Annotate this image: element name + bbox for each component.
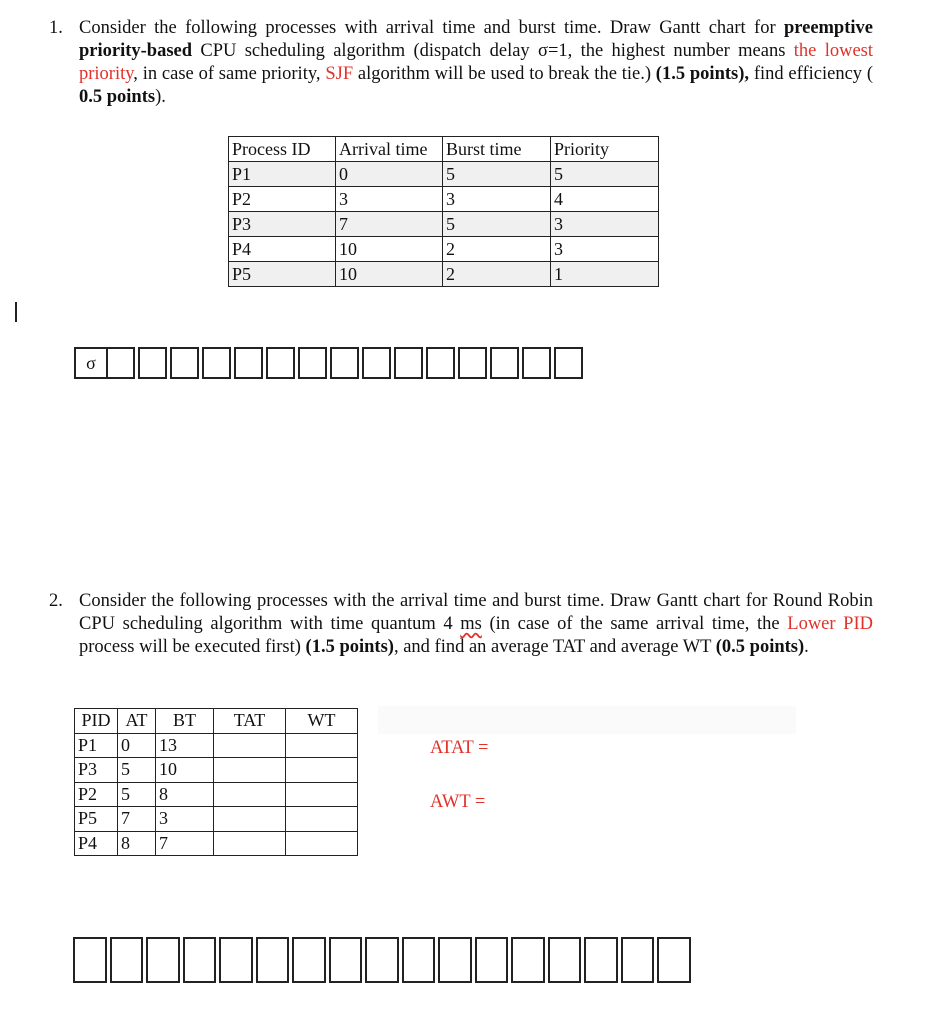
gantt-empty-cell[interactable] — [138, 347, 167, 379]
table-cell: 8 — [156, 782, 214, 807]
header-cell: AT — [118, 709, 156, 734]
table-cell: 7 — [156, 831, 214, 856]
gantt-empty-cell[interactable] — [490, 347, 519, 379]
table-cell: 5 — [118, 782, 156, 807]
header-cell: Process ID — [229, 137, 336, 162]
gantt-empty-cell[interactable] — [548, 937, 582, 983]
q1-text-part: find efficiency ( — [749, 64, 874, 84]
gantt-empty-cell[interactable] — [475, 937, 509, 983]
table-row — [229, 212, 659, 237]
table-cell: 5 — [443, 162, 551, 187]
question-2-text — [79, 590, 873, 659]
table-cell: 3 — [551, 237, 659, 262]
table-cell: P5 — [229, 262, 336, 287]
table-cell: 10 — [156, 758, 214, 783]
gantt-empty-cell[interactable] — [202, 347, 231, 379]
gantt-empty-cell[interactable] — [106, 347, 135, 379]
q2-ms-spellcheck: ms — [460, 614, 482, 634]
table-cell: 3 — [336, 187, 443, 212]
q2-bold-points: (1.5 points) — [305, 637, 394, 657]
process-table-2 — [74, 708, 358, 856]
table-row — [229, 187, 659, 212]
header-cell: PID — [75, 709, 118, 734]
gantt-empty-cell[interactable] — [458, 347, 487, 379]
q2-bold-avg-points: (0.5 points) — [715, 637, 805, 657]
gantt-empty-cell[interactable] — [438, 937, 472, 983]
table-row — [75, 807, 358, 832]
table-row — [75, 831, 358, 856]
q1-text-part: Consider the following processes with arrival time and burst time. Draw Gantt chart for — [79, 18, 784, 38]
table-cell: P1 — [229, 162, 336, 187]
gantt-empty-cell[interactable] — [170, 347, 199, 379]
table-cell: P2 — [229, 187, 336, 212]
table-cell: 5 — [551, 162, 659, 187]
table-cell: 5 — [118, 758, 156, 783]
gantt-empty-cell[interactable] — [219, 937, 253, 983]
table-row — [229, 262, 659, 287]
table-cell: P4 — [75, 831, 118, 856]
table-header-row — [229, 137, 659, 162]
gantt-empty-cell[interactable] — [394, 347, 423, 379]
gantt-empty-cell[interactable] — [110, 937, 144, 983]
q2-text-part: process will be executed first) — [79, 637, 306, 657]
q1-bold-preemptive: preemptive priority-based — [79, 18, 873, 61]
q2-text-part: (in case of the same arrival time, the — [481, 614, 788, 634]
q2-text-part: , and find an average TAT and average WT — [393, 637, 716, 657]
gantt-sigma-cell[interactable]: σ — [74, 347, 106, 379]
tat-cell[interactable] — [214, 782, 286, 807]
header-cell: Priority — [551, 137, 659, 162]
table-cell: P5 — [75, 807, 118, 832]
table-cell: P2 — [75, 782, 118, 807]
table-cell: 0 — [118, 733, 156, 758]
wt-cell[interactable] — [286, 733, 358, 758]
tat-cell[interactable] — [214, 758, 286, 783]
tat-cell[interactable] — [214, 831, 286, 856]
table-cell: P3 — [75, 758, 118, 783]
header-cell: TAT — [214, 709, 286, 734]
table-cell: 10 — [336, 262, 443, 287]
table-cell: 4 — [551, 187, 659, 212]
wt-cell[interactable] — [286, 831, 358, 856]
gantt-empty-cell[interactable] — [183, 937, 217, 983]
q2-text-part: . — [804, 637, 809, 657]
header-cell: Arrival time — [336, 137, 443, 162]
gantt-empty-cell[interactable] — [329, 937, 363, 983]
q1-red-sjf: SJF — [325, 64, 354, 84]
gantt-chart-1 — [74, 347, 586, 379]
table-cell: P3 — [229, 212, 336, 237]
gantt-empty-cell[interactable] — [621, 937, 655, 983]
gantt-empty-cell[interactable] — [73, 937, 107, 983]
header-cell: BT — [156, 709, 214, 734]
table-row — [75, 733, 358, 758]
question-2-number: 2. — [49, 591, 63, 611]
table-cell: 7 — [336, 212, 443, 237]
table-cell: 0 — [336, 162, 443, 187]
table-row — [75, 758, 358, 783]
table-cell: 5 — [443, 212, 551, 237]
tat-cell[interactable] — [214, 733, 286, 758]
gantt-empty-cell[interactable] — [256, 937, 290, 983]
gantt-empty-cell[interactable] — [362, 347, 391, 379]
question-1-text — [79, 17, 873, 109]
table-cell: 2 — [443, 237, 551, 262]
table-row — [229, 162, 659, 187]
q1-text-part: CPU scheduling algorithm (dispatch delay σ=1, the highest number means — [192, 41, 794, 61]
gantt-empty-cell[interactable] — [426, 347, 455, 379]
table-cell: 8 — [118, 831, 156, 856]
gantt-empty-cell[interactable] — [584, 937, 618, 983]
table-cell: 3 — [156, 807, 214, 832]
wt-cell[interactable] — [286, 807, 358, 832]
q2-text-part: Consider the following processes with the arrival time and burst time. Draw Gantt chart for Round Robin CPU scheduling algorithm with time quantum 4 — [79, 591, 873, 634]
wt-cell[interactable] — [286, 758, 358, 783]
gantt-empty-cell[interactable] — [146, 937, 180, 983]
faint-highlight — [378, 706, 796, 734]
gantt-empty-cell[interactable] — [365, 937, 399, 983]
table-cell: P1 — [75, 733, 118, 758]
gantt-empty-cell[interactable] — [657, 937, 691, 983]
q1-text-part: algorithm will be used to break the tie.) — [353, 64, 656, 84]
gantt-empty-cell[interactable] — [298, 347, 327, 379]
table-cell: 13 — [156, 733, 214, 758]
header-cell: Burst time — [443, 137, 551, 162]
question-1-number: 1. — [49, 18, 63, 38]
table-cell: 2 — [443, 262, 551, 287]
question-1 — [49, 17, 874, 109]
table-row — [75, 782, 358, 807]
table-row — [229, 237, 659, 262]
gantt-empty-cell[interactable] — [402, 937, 436, 983]
tat-cell[interactable] — [214, 807, 286, 832]
process-table-1 — [228, 136, 659, 287]
table-cell: P4 — [229, 237, 336, 262]
gantt-empty-cell[interactable] — [266, 347, 295, 379]
table-cell: 3 — [551, 212, 659, 237]
q1-bold-efficiency-points: 0.5 points — [79, 87, 156, 107]
table-cell: 3 — [443, 187, 551, 212]
q1-text-part: , in case of same priority, — [133, 64, 326, 84]
q1-red-lowest-priority: the lowest priority — [79, 41, 873, 84]
question-2 — [49, 590, 873, 659]
table-cell: 10 — [336, 237, 443, 262]
q1-bold-points: (1.5 points), — [655, 64, 750, 84]
header-cell: WT — [286, 709, 358, 734]
gantt-empty-cell[interactable] — [522, 347, 551, 379]
gantt-empty-cell[interactable] — [511, 937, 545, 983]
gantt-empty-cell[interactable] — [554, 347, 583, 379]
atat-label: ATAT = — [430, 738, 489, 758]
q1-text-part: ). — [155, 87, 166, 107]
table-cell: 7 — [118, 807, 156, 832]
wt-cell[interactable] — [286, 782, 358, 807]
table-header-row — [75, 709, 358, 734]
gantt-empty-cell[interactable] — [330, 347, 359, 379]
q2-red-lower-pid: Lower PID — [787, 614, 873, 634]
gantt-empty-cell[interactable] — [234, 347, 263, 379]
awt-label: AWT = — [430, 792, 486, 812]
table-cell: 1 — [551, 262, 659, 287]
gantt-chart-2 — [73, 937, 694, 983]
text-cursor — [15, 302, 17, 322]
gantt-empty-cell[interactable] — [292, 937, 326, 983]
